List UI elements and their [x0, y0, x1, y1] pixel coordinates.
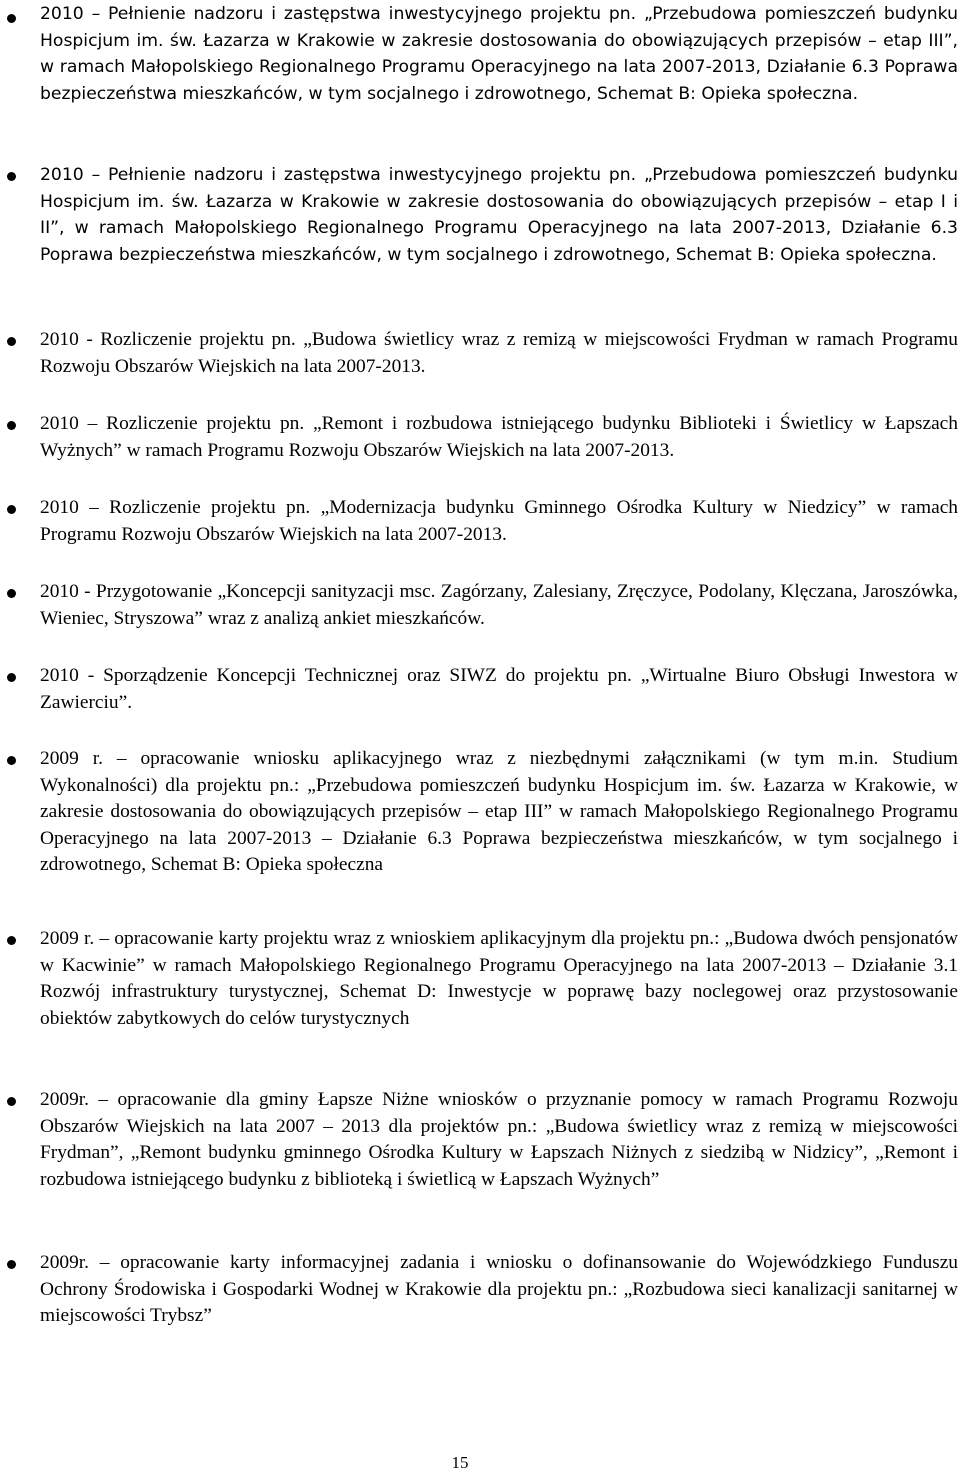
- page-number-label: 15: [451, 1453, 469, 1472]
- bullet-icon: [7, 756, 16, 765]
- list-item-text: 2010 - Przygotowanie „Koncepcji sanityzacji msc. Zagórzany, Zalesiany, Zręczyce, Podolany, Klęczana, Jaroszówka, Wieniec, Stryszowa” wraz z analizą ankiet mieszkańców.: [40, 581, 958, 629]
- bullet-icon: [7, 505, 16, 514]
- list-item-text: 2009r. – opracowanie karty informacyjnej zadania i wniosku o dofinansowanie do Wojewódzkiego Funduszu Ochrony Środowiska i Gospodarki Wodnej w Krakowie dla projektu pn.: „Rozbudowa sieci kanalizacji sanitarnej w miejscowości Trybsz”: [40, 1252, 958, 1327]
- bullet-icon: [7, 1097, 16, 1106]
- list-item-text: 2010 – Rozliczenie projektu pn. „Modernizacja budynku Gminnego Ośrodka Kultury w Niedzicy” w ramach Programu Rozwoju Obszarów Wiejskich na lata 2007-2013.: [40, 497, 958, 545]
- list-item-text: 2010 – Pełnienie nadzoru i zastępstwa inwestycyjnego projektu pn. „Przebudowa pomieszczeń budynku Hospicjum im. św. Łazarza w Krakowie w zakresie dostosowania do obowiązujących przepisów – etap III”, w ramach Małopolskiego Regionalnego Programu Operacyjnego na lata 2007-2013, Działanie 6.3 Poprawa bezpieczeństwa mieszkańców, w tym socjalnego i zdrowotnego, Schemat B: Opieka społeczna.: [40, 4, 958, 104]
- list-item-text: 2010 – Pełnienie nadzoru i zastępstwa inwestycyjnego projektu pn. „Przebudowa pomieszczeń budynku Hospicjum im. św. Łazarza w Krakowie w zakresie dostosowania do obowiązujących przepisów – etap I i II”, w ramach Małopolskiego Regionalnego Programu Operacyjnego na lata 2007-2013, Działanie 6.3 Poprawa bezpieczeństwa mieszkańców, w tym socjalnego i zdrowotnego, Schemat B: Opieka społeczna.: [40, 165, 958, 265]
- bullet-icon: [7, 936, 16, 945]
- bullet-icon: [7, 337, 16, 346]
- list-item-text: 2010 - Rozliczenie projektu pn. „Budowa świetlicy wraz z remizą w miejscowości Frydman w ramach Programu Rozwoju Obszarów Wiejskich na lata 2007-2013.: [40, 329, 958, 377]
- bullet-icon: [7, 1260, 16, 1269]
- list-item-text: 2009r. – opracowanie dla gminy Łapsze Niżne wniosków o przyznanie pomocy w ramach Programu Rozwoju Obszarów Wiejskich na lata 2007 – 2013 dla projektów pn.: „Budowa świetlicy wraz z remizą w miejscowości Frydman”, „Remont budynku gminnego Ośrodka Kultury w Łapszach Niżnych z siedzibą w Nidzicy”, „Remont i rozbudowa istniejącego budynku z biblioteką i świetlicą w Łapszach Wyżnych”: [40, 1089, 958, 1190]
- list-item-text: 2009 r. – opracowanie karty projektu wraz z wnioskiem aplikacyjnym dla projektu pn.: „Budowa dwóch pensjonatów w Kacwinie” w ramach Małopolskiego Regionalnego Programu Operacyjnego na lata 2007-2013 – Działanie 3.1 Rozwój infrastruktury turystycznej, Schemat D: Inwestycje w poprawę bazy noclegowej oraz przystosowanie obiektów zabytkowych do celów turystycznych: [40, 928, 958, 1029]
- list-item-text: 2009 r. – opracowanie wniosku aplikacyjnego wraz z niezbędnymi załącznikami (w tym m.in. Studium Wykonalności) dla projektu pn.: „Przebudowa pomieszczeń budynku Hospicjum im. św. Łazarza w Krakowie, w zakresie dostosowania do obowiązujących przepisów – etap III” w ramach Małopolskiego Regionalnego Programu Operacyjnego na lata 2007-2013 – Działanie 6.3 Poprawa bezpieczeństwa mieszkańców, w tym socjalnego i zdrowotnego, Schemat B: Opieka społeczna: [40, 748, 958, 876]
- bullet-icon: [7, 172, 16, 181]
- bullet-icon: [7, 14, 16, 23]
- bullet-icon: [7, 421, 16, 430]
- page-number: [0, 1453, 960, 1473]
- bullet-icon: [7, 589, 16, 598]
- list-item-text: 2010 - Sporządzenie Koncepcji Technicznej oraz SIWZ do projektu pn. „Wirtualne Biuro Obsługi Inwestora w Zawierciu”.: [40, 665, 958, 713]
- bullet-icon: [7, 673, 16, 682]
- list-item-text: 2010 – Rozliczenie projektu pn. „Remont i rozbudowa istniejącego budynku Biblioteki i Świetlicy w Łapszach Wyżnych” w ramach Programu Rozwoju Obszarów Wiejskich na lata 2007-2013.: [40, 413, 958, 461]
